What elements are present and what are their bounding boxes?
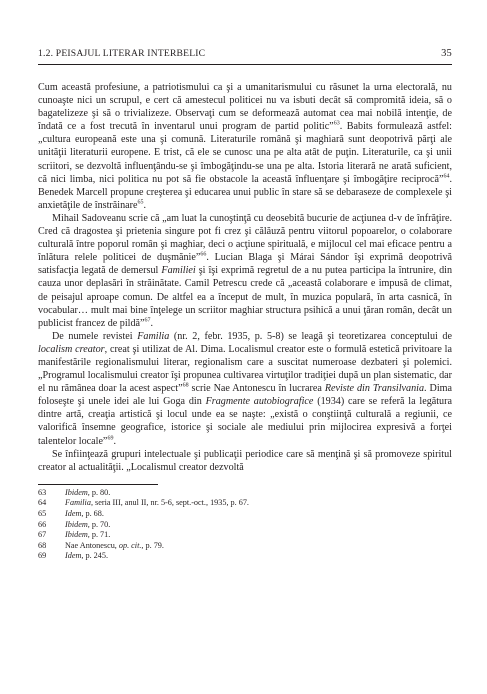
- paragraph: [38, 448, 452, 474]
- italic-text: localism creator: [38, 343, 105, 355]
- footnotes: [38, 488, 452, 562]
- italic-text: Reviste din Transilvania: [324, 383, 425, 395]
- footnote: [38, 509, 452, 520]
- footnote-text: [65, 498, 249, 509]
- italic-text: Ibidem: [65, 487, 88, 497]
- footnote-reference[interactable]: 65: [137, 199, 144, 206]
- page-number: 35: [441, 48, 452, 59]
- footnote-text: [65, 541, 164, 552]
- paragraph: [38, 330, 452, 448]
- text-run: . Benedek Marcell propune creşterea şi educarea unui public în stare să se debaraseze de complexele şi anxietăţile de înstrăinare: [38, 173, 452, 211]
- footnote-reference[interactable]: 66: [200, 251, 207, 258]
- text-run: , creat şi utilizat de Al. Dima. Localismul creator este o formulă estetică privitoare la manifestările regionalismului literar, regionalism care a suscitat numeroase dezbateri şi polemici. „Programul localismului creator îşi propunea cultivarea virtuţilor tradiţiei după un plan sistematic, dar el nu rămânea doar la acest aspect”: [38, 343, 452, 395]
- footnote-reference[interactable]: 68: [182, 382, 189, 389]
- running-header: [38, 48, 452, 65]
- chapter-title: 1.2. PEISAJUL LITERAR INTERBELIC: [38, 48, 206, 59]
- italic-text: Idem: [65, 509, 82, 518]
- footnote-number: 69: [38, 551, 47, 561]
- text-run: De numele revistei: [52, 330, 138, 342]
- text-run: Cum această profesiune, a patriotismului ca şi a umanitarismului cu răsunet la urna electorală, nu cunoaşte nici un scrupul, e cert că amestecul politicei nu va isbuti decât să compromită ideia, să o bagatelizeze şi să o trivializeze. Observaţi cum se deformează automat cea mai nobilă intenţie, de îndată ce a fost trecută în inventarul unui program de partid politic”: [38, 82, 452, 133]
- text-run: scrie Nae Antonescu în lucrarea: [188, 383, 325, 395]
- footnote-text: [65, 509, 104, 520]
- text-run: , p. 71.: [87, 530, 111, 540]
- paragraph: [38, 81, 452, 212]
- book-page: [38, 48, 452, 668]
- footnote-reference[interactable]: 64: [443, 173, 450, 180]
- text-run: .: [113, 435, 116, 447]
- text-run: Nae Antonescu,: [65, 540, 119, 550]
- footnote-text: [65, 551, 108, 562]
- italic-text: Familiei: [161, 265, 196, 277]
- footnote-text: [65, 530, 110, 541]
- footnote: [38, 551, 452, 562]
- text-run: , seria III, anul II, nr. 5-6, sept.-oct., 1935, p. 67.: [90, 498, 249, 508]
- footnote-number: 65: [38, 509, 47, 518]
- footnote: [38, 541, 452, 552]
- footnote-number: 63: [38, 487, 47, 497]
- text-run: Se înfiinţează grupuri intelectuale şi publicaţii periodice care să menţină şi să promoveze spiritul creator al actualităţii. „Localismul creator dezvoltă: [38, 448, 452, 473]
- italic-text: op. cit.: [118, 540, 142, 550]
- footnote-text: [65, 488, 110, 499]
- text-run: (1934) care se referă la legătura dintre artă, creaţia artistică şi locul unde ea se naşte: „există o conştiinţă culturală a regiunii, ce valorifică însemne geografice, istorice şi sociale ale mediului prin mijlocirea expresivă a forţei talentelor locale”: [38, 396, 452, 447]
- italic-text: Ibidem: [65, 530, 88, 540]
- footnote-number: 66: [38, 519, 47, 529]
- footnote-reference[interactable]: 63: [333, 120, 340, 127]
- footnote-number: 68: [38, 540, 47, 550]
- italic-text: Familia: [65, 498, 91, 508]
- paragraph: [38, 212, 452, 330]
- text-run: . Dima foloseşte şi unele idei ale lui Goga din: [38, 383, 452, 408]
- italic-text: Idem: [65, 551, 82, 561]
- text-run: , p. 70.: [87, 519, 111, 529]
- footnote: [38, 520, 452, 531]
- italic-text: Ibidem: [65, 519, 88, 529]
- body-text: [38, 81, 452, 474]
- text-run: , p. 79.: [141, 540, 164, 550]
- italic-text: Familia: [137, 330, 170, 342]
- footnote-number: 64: [38, 498, 47, 508]
- text-run: , p. 68.: [81, 509, 104, 518]
- footnote-number: 67: [38, 530, 47, 540]
- text-run: , p. 245.: [81, 551, 108, 561]
- footnote: [38, 498, 452, 509]
- footnote: [38, 530, 452, 541]
- footnote-reference[interactable]: 69: [107, 435, 114, 442]
- text-run: , p. 80.: [87, 487, 111, 497]
- footnote-divider: [38, 484, 158, 485]
- text-run: .: [150, 317, 154, 329]
- footnote-reference[interactable]: 67: [144, 317, 151, 324]
- italic-text: Fragmente autobiografice: [205, 396, 314, 408]
- footnote: [38, 488, 452, 499]
- text-run: şi îşi exprimă regretul de a nu putea participa la întrunire, din cauza unor deplasări în străinătate. Camil Petrescu crede că „această colaborare e impusă de climat, de peisajul aproape comun. De altfel ea a început de mult, în muzica populară, în arta casnică, în vocabular… mult mai bine înţelege un scriitor maghiar structura psihică a unui ţăran român, decât un publicist francez de pildă”: [38, 265, 453, 329]
- text-run: . Babits formulează astfel: „cultura europeană este una şi comună. Literaturile română şi maghiară sunt deopotrivă părţi ale unităţii literaturii europene. E trist, că ele se cunosc una pe alta atât de puţin. Literaturile, ca şi unii scriitori, se dezvoltă influenţându-se şi îmbogăţindu-se una pe alta. Istoria literară ne arată suficient, că nici limba, nici politica nu pot să fie obstacole la această înfluenţare şi îmbogăţire reciprocă”: [38, 121, 452, 185]
- text-run: .: [143, 199, 147, 211]
- footnote-text: [65, 520, 110, 531]
- text-run: (nr. 2, febr. 1935, p. 5-8) se leagă şi teoretizarea conceptului de: [169, 330, 452, 342]
- text-run: . Lucian Blaga şi Márai Sándor îşi exprimă deopotrivă satisfacţia legată de demersul: [38, 252, 452, 277]
- text-run: Mihail Sadoveanu scrie că „am luat la cunoştinţă cu deosebită bucurie de acţiunea d-v de înfrăţire. Cred că dragostea şi prietenia singure pot fi crez şi călăuză pentru viitorul popoarelor, o colaborare culturală între poporul român şi maghiar, deci o acţiune spirituală, e mijlocul cel mai eficace pentru a înlătura relele politicei de duşmănie”: [38, 212, 452, 264]
